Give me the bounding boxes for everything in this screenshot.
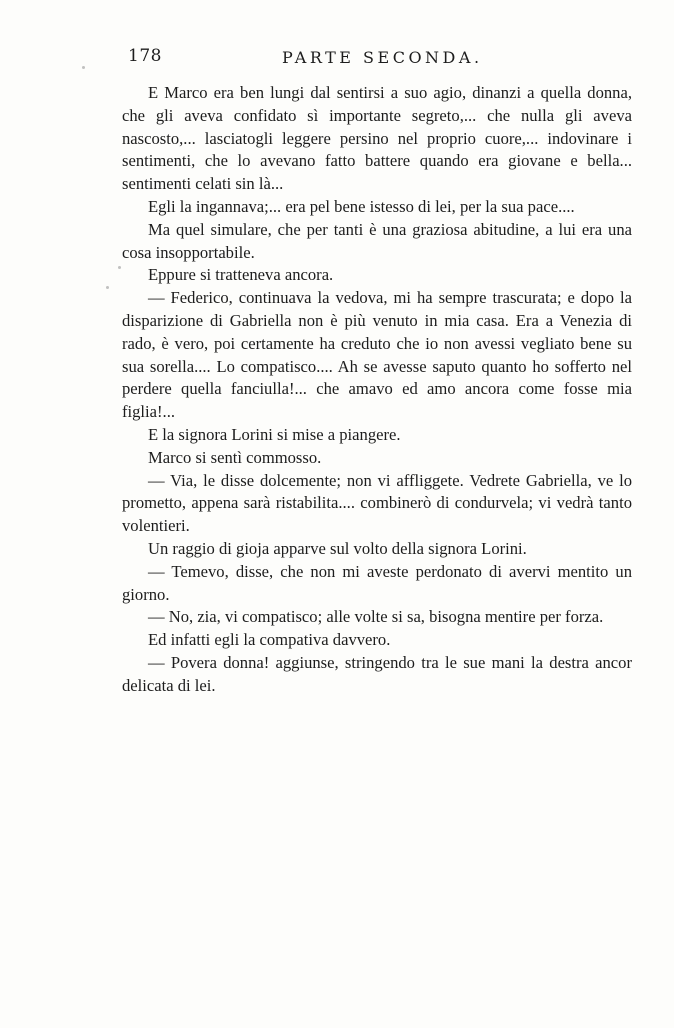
paragraph: Ed infatti egli la compativa davvero. xyxy=(148,630,391,650)
paragraph: E la signora Lorini si mise a piangere. xyxy=(148,424,401,444)
scan-speck xyxy=(118,266,121,269)
paragraph: — Federico, continuava la vedova, mi ha sempre trascurata; e dopo la disparizione di Gabriella non è più venuto in mia casa. Era a Venezia di rado, è vero, poi certamente ha creduto che io non avessi vegliato bene su sua sorella.... Lo compatisco.... Ah se avesse saputo quanto ho sofferto nel perdere quella fanciulla!... che amavo ed amo ancora come fosse mia figlia!... xyxy=(122,288,632,422)
paragraph: Egli la ingannava;... era pel bene istesso di lei, per la sua pace.... xyxy=(148,196,575,216)
page-number: 178 xyxy=(128,46,162,66)
paragraph: — Via, le disse dolcemente; non vi affliggete. Vedrete Gabriella, ve lo prometto, appena sarà ristabilita.... combinerò di condurvela; vi vedrà tanto volentieri. xyxy=(122,470,632,536)
page-header xyxy=(122,46,532,74)
body-text xyxy=(122,82,632,698)
paragraph: Un raggio di gioja apparve sul volto della signora Lorini. xyxy=(148,538,527,558)
paragraph: — Povera donna! aggiunse, stringendo tra le sue mani la destra ancor delicata di lei. xyxy=(122,652,632,695)
scan-speck xyxy=(82,66,85,69)
paragraph: Marco si sentì commosso. xyxy=(148,447,322,467)
paragraph: Ma quel simulare, che per tanti è una graziosa abitudine, a lui era una cosa insopportabile. xyxy=(122,219,632,262)
running-title: PARTE SECONDA. xyxy=(282,48,483,67)
paragraph: E Marco era ben lungi dal sentirsi a suo agio, dinanzi a quella donna, che gli aveva confidato sì importante segreto,... che nulla gli aveva nascosto,... lasciatogli leggere persino nel proprio cuore,... indovinare i sentimenti, che lo avevano fatto battere quando era giovane e bella... sentimenti celati sin là... xyxy=(122,83,632,194)
scan-speck xyxy=(106,286,109,289)
paragraph: Eppure si tratteneva ancora. xyxy=(148,265,334,285)
paragraph: — Temevo, disse, che non mi aveste perdonato di avervi mentito un giorno. xyxy=(122,561,632,604)
paragraph: — No, zia, vi compatisco; alle volte si sa, bisogna mentire per forza. xyxy=(148,607,604,627)
